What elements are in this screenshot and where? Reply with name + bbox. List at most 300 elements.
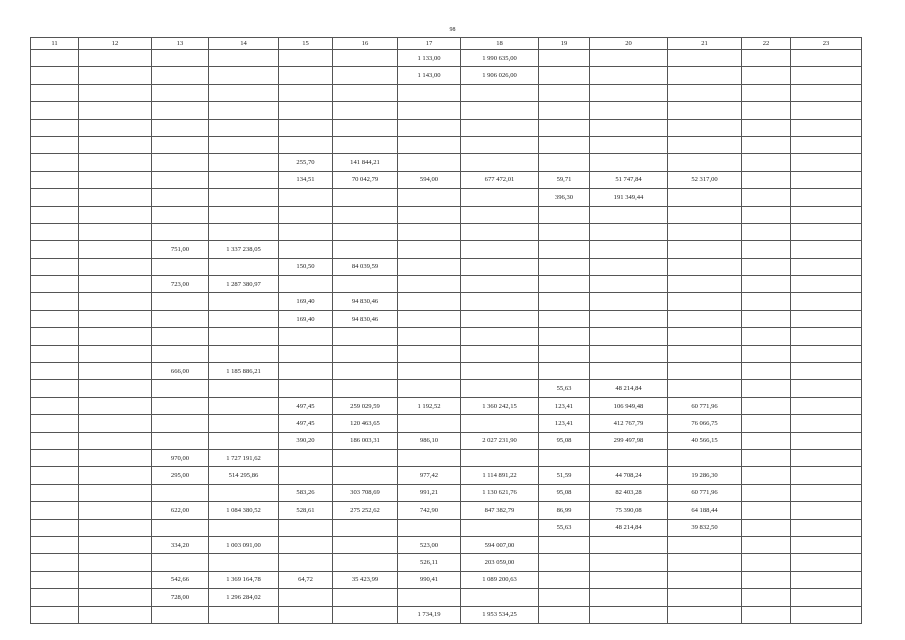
- table-cell: [791, 241, 862, 258]
- table-cell: [791, 189, 862, 206]
- table-cell: [742, 467, 791, 484]
- column-header: 13: [152, 38, 209, 50]
- table-cell: [590, 241, 668, 258]
- table-cell: [152, 380, 209, 397]
- table-cell: [333, 189, 398, 206]
- table-cell: [79, 276, 152, 293]
- table-cell: [742, 119, 791, 136]
- column-header: 18: [461, 38, 539, 50]
- table-cell: [742, 589, 791, 606]
- table-cell: [791, 589, 862, 606]
- table-cell: [209, 293, 279, 310]
- table-cell: [279, 276, 333, 293]
- table-cell: [668, 102, 742, 119]
- table-cell: [742, 293, 791, 310]
- table-cell: [590, 293, 668, 310]
- table-cell: 970,00: [152, 449, 209, 466]
- table-cell: [668, 536, 742, 553]
- table-cell: [333, 119, 398, 136]
- table-row: [31, 276, 862, 293]
- table-cell: 986,10: [398, 432, 461, 449]
- table-cell: 59,71: [539, 171, 590, 188]
- table-cell: [279, 223, 333, 240]
- table-cell: [742, 363, 791, 380]
- table-cell: [791, 154, 862, 171]
- table-row: [31, 84, 862, 101]
- table-cell: [31, 345, 79, 362]
- table-cell: [668, 84, 742, 101]
- table-cell: [590, 223, 668, 240]
- table-cell: [742, 171, 791, 188]
- table-cell: 1 133,00: [398, 50, 461, 67]
- table-cell: [279, 102, 333, 119]
- table-cell: [333, 84, 398, 101]
- table-row: [31, 363, 862, 380]
- table-cell: [209, 171, 279, 188]
- table-cell: [79, 519, 152, 536]
- table-row: [31, 293, 862, 310]
- table-row: [31, 589, 862, 606]
- table-row: [31, 119, 862, 136]
- table-cell: [398, 363, 461, 380]
- table-cell: [79, 223, 152, 240]
- table-cell: [152, 554, 209, 571]
- table-cell: [79, 310, 152, 327]
- table-cell: [398, 310, 461, 327]
- table-cell: [539, 449, 590, 466]
- table-cell: [79, 571, 152, 588]
- table-cell: [398, 589, 461, 606]
- table-row: [31, 50, 862, 67]
- table-row: [31, 310, 862, 327]
- table-row: [31, 467, 862, 484]
- table-cell: [31, 449, 79, 466]
- table-cell: [398, 119, 461, 136]
- table-cell: [539, 50, 590, 67]
- table-cell: [668, 50, 742, 67]
- table-cell: [398, 380, 461, 397]
- table-cell: [79, 206, 152, 223]
- table-cell: [209, 432, 279, 449]
- table-row: [31, 571, 862, 588]
- table-cell: [791, 554, 862, 571]
- table-cell: [79, 171, 152, 188]
- table-cell: 497,45: [279, 415, 333, 432]
- table-cell: [79, 606, 152, 623]
- table-row: [31, 502, 862, 519]
- table-cell: [279, 189, 333, 206]
- table-cell: 95,08: [539, 432, 590, 449]
- table-row: [31, 171, 862, 188]
- table-cell: [31, 258, 79, 275]
- table-cell: [209, 258, 279, 275]
- table-cell: 594,00: [398, 171, 461, 188]
- table-cell: 303 708,69: [333, 484, 398, 501]
- table-cell: [742, 380, 791, 397]
- table-cell: 169,40: [279, 293, 333, 310]
- table-cell: [333, 380, 398, 397]
- table-cell: [742, 258, 791, 275]
- table-cell: [668, 136, 742, 153]
- table-cell: 594 007,00: [461, 536, 539, 553]
- table-cell: [209, 328, 279, 345]
- table-cell: [79, 415, 152, 432]
- table-cell: [209, 380, 279, 397]
- table-cell: [333, 206, 398, 223]
- table-cell: [461, 380, 539, 397]
- table-cell: [590, 136, 668, 153]
- table-cell: 666,00: [152, 363, 209, 380]
- table-cell: [539, 276, 590, 293]
- table-cell: [791, 206, 862, 223]
- table-cell: [590, 276, 668, 293]
- table-cell: [668, 571, 742, 588]
- table-cell: 134,51: [279, 171, 333, 188]
- table-cell: 169,40: [279, 310, 333, 327]
- table-cell: [31, 276, 79, 293]
- table-row: [31, 554, 862, 571]
- table-row: [31, 189, 862, 206]
- table-cell: [791, 397, 862, 414]
- table-cell: [791, 536, 862, 553]
- table-cell: [742, 449, 791, 466]
- table-cell: [590, 258, 668, 275]
- table-cell: [333, 328, 398, 345]
- table-cell: [539, 223, 590, 240]
- table-cell: [279, 554, 333, 571]
- table-cell: [539, 67, 590, 84]
- table-cell: [791, 345, 862, 362]
- table-cell: [461, 102, 539, 119]
- table-cell: [742, 136, 791, 153]
- table-cell: 514 295,86: [209, 467, 279, 484]
- table-row: [31, 380, 862, 397]
- table-cell: 396,30: [539, 189, 590, 206]
- table-cell: [79, 363, 152, 380]
- table-cell: [539, 606, 590, 623]
- table-cell: 1 906 026,00: [461, 67, 539, 84]
- table-cell: 48 214,84: [590, 519, 668, 536]
- table-cell: [590, 310, 668, 327]
- table-cell: [668, 258, 742, 275]
- table-cell: [461, 206, 539, 223]
- table-cell: [209, 136, 279, 153]
- table-cell: 528,61: [279, 502, 333, 519]
- table-cell: 390,20: [279, 432, 333, 449]
- table-cell: [279, 206, 333, 223]
- table-cell: [209, 84, 279, 101]
- table-cell: [461, 363, 539, 380]
- table-cell: [152, 136, 209, 153]
- column-header: 23: [791, 38, 862, 50]
- table-cell: [461, 223, 539, 240]
- table-cell: [539, 102, 590, 119]
- table-cell: [398, 206, 461, 223]
- table-cell: [590, 50, 668, 67]
- table-cell: [152, 50, 209, 67]
- table-cell: [79, 380, 152, 397]
- table-cell: [791, 119, 862, 136]
- table-cell: [79, 258, 152, 275]
- table-cell: 847 382,79: [461, 502, 539, 519]
- table-row: [31, 519, 862, 536]
- table-cell: [539, 571, 590, 588]
- table-cell: [152, 258, 209, 275]
- table-cell: [279, 136, 333, 153]
- table-cell: [79, 102, 152, 119]
- column-header: 12: [79, 38, 152, 50]
- table-cell: [279, 67, 333, 84]
- table-cell: 295,00: [152, 467, 209, 484]
- table-cell: [590, 345, 668, 362]
- table-cell: 64 188,44: [668, 502, 742, 519]
- table-cell: [461, 119, 539, 136]
- table-cell: [742, 102, 791, 119]
- table-cell: [79, 241, 152, 258]
- table-cell: 1 143,00: [398, 67, 461, 84]
- table-cell: [398, 276, 461, 293]
- table-cell: [79, 328, 152, 345]
- table-cell: [79, 554, 152, 571]
- table-cell: [333, 536, 398, 553]
- table-cell: [742, 223, 791, 240]
- table-cell: [742, 484, 791, 501]
- table-cell: [333, 50, 398, 67]
- table-cell: [590, 206, 668, 223]
- table-cell: [539, 345, 590, 362]
- table-cell: [333, 241, 398, 258]
- page-number: 98: [449, 27, 456, 33]
- table-cell: [398, 415, 461, 432]
- table-cell: [279, 50, 333, 67]
- table-cell: 82 403,28: [590, 484, 668, 501]
- table-cell: [279, 119, 333, 136]
- table-cell: [668, 449, 742, 466]
- table-cell: [152, 345, 209, 362]
- table-cell: [31, 223, 79, 240]
- table-cell: 1 369 164,78: [209, 571, 279, 588]
- table-cell: 94 830,46: [333, 293, 398, 310]
- table-cell: 141 844,21: [333, 154, 398, 171]
- table-cell: 1 296 284,02: [209, 589, 279, 606]
- table-cell: [590, 102, 668, 119]
- table-cell: [742, 606, 791, 623]
- table-cell: 19 286,30: [668, 467, 742, 484]
- table-cell: [31, 589, 79, 606]
- table-cell: [31, 154, 79, 171]
- table-cell: [333, 363, 398, 380]
- table-cell: [31, 502, 79, 519]
- table-cell: 991,21: [398, 484, 461, 501]
- table-cell: [79, 345, 152, 362]
- table-cell: [668, 223, 742, 240]
- table-cell: [461, 449, 539, 466]
- table-cell: [742, 241, 791, 258]
- table-cell: [209, 102, 279, 119]
- table-cell: 191 349,44: [590, 189, 668, 206]
- table-cell: [461, 241, 539, 258]
- column-header: 17: [398, 38, 461, 50]
- table-cell: [791, 67, 862, 84]
- table-cell: [668, 554, 742, 571]
- table-cell: 60 771,96: [668, 484, 742, 501]
- table-cell: 94 830,46: [333, 310, 398, 327]
- table-cell: [461, 136, 539, 153]
- table-cell: [742, 345, 791, 362]
- table-cell: [79, 449, 152, 466]
- table-cell: [398, 519, 461, 536]
- table-cell: [152, 328, 209, 345]
- table-cell: [398, 223, 461, 240]
- table-cell: [742, 84, 791, 101]
- table-cell: [668, 345, 742, 362]
- table-cell: [279, 449, 333, 466]
- table-cell: 259 029,59: [333, 397, 398, 414]
- column-header: 19: [539, 38, 590, 50]
- table-cell: 44 708,24: [590, 467, 668, 484]
- table-cell: [209, 519, 279, 536]
- table-cell: [791, 519, 862, 536]
- table-cell: [539, 293, 590, 310]
- table-cell: [31, 84, 79, 101]
- table-cell: [152, 67, 209, 84]
- table-cell: [333, 276, 398, 293]
- table-cell: [668, 67, 742, 84]
- table-cell: [539, 241, 590, 258]
- table-cell: [31, 67, 79, 84]
- table-cell: [79, 467, 152, 484]
- table-cell: [398, 258, 461, 275]
- table-row: [31, 397, 862, 414]
- table-cell: [31, 206, 79, 223]
- table-row: [31, 606, 862, 623]
- table-cell: [79, 136, 152, 153]
- table-cell: 1 360 242,15: [461, 397, 539, 414]
- table-cell: 75 390,08: [590, 502, 668, 519]
- table-cell: [742, 50, 791, 67]
- table-cell: 55,63: [539, 519, 590, 536]
- table-cell: [79, 119, 152, 136]
- table-cell: [209, 606, 279, 623]
- table-cell: [333, 589, 398, 606]
- table-cell: [31, 189, 79, 206]
- table-cell: [333, 606, 398, 623]
- table-cell: 1 990 635,00: [461, 50, 539, 67]
- table-cell: 40 566,15: [668, 432, 742, 449]
- table-cell: 990,41: [398, 571, 461, 588]
- table-cell: [209, 50, 279, 67]
- table-cell: [590, 589, 668, 606]
- table-cell: [209, 310, 279, 327]
- table-cell: [31, 102, 79, 119]
- table-cell: 728,00: [152, 589, 209, 606]
- table-cell: 1 192,52: [398, 397, 461, 414]
- table-cell: [461, 84, 539, 101]
- table-row: [31, 206, 862, 223]
- table-cell: [333, 345, 398, 362]
- table-cell: [590, 606, 668, 623]
- table-cell: [279, 345, 333, 362]
- table-cell: [461, 276, 539, 293]
- table-cell: [791, 328, 862, 345]
- table-cell: 1 953 534,25: [461, 606, 539, 623]
- table-cell: [668, 606, 742, 623]
- table-cell: [152, 519, 209, 536]
- table-cell: [152, 606, 209, 623]
- table-cell: [209, 397, 279, 414]
- table-cell: 1 084 380,52: [209, 502, 279, 519]
- table-cell: 677 472,01: [461, 171, 539, 188]
- table-cell: 1 003 091,00: [209, 536, 279, 553]
- table-cell: 412 767,79: [590, 415, 668, 432]
- table-cell: [152, 293, 209, 310]
- table-cell: [79, 293, 152, 310]
- table-cell: [79, 432, 152, 449]
- table-cell: [333, 554, 398, 571]
- table-cell: [791, 276, 862, 293]
- table-cell: 334,20: [152, 536, 209, 553]
- table-cell: [742, 571, 791, 588]
- table-cell: [742, 397, 791, 414]
- table-cell: [398, 154, 461, 171]
- table-cell: [31, 484, 79, 501]
- table-cell: [398, 345, 461, 362]
- table-cell: 723,00: [152, 276, 209, 293]
- table-cell: [742, 328, 791, 345]
- table-cell: [791, 50, 862, 67]
- table-cell: [791, 606, 862, 623]
- table-cell: 123,41: [539, 397, 590, 414]
- table-cell: [742, 554, 791, 571]
- table-cell: [791, 363, 862, 380]
- table-cell: [742, 154, 791, 171]
- table-cell: 1 337 238,05: [209, 241, 279, 258]
- table-cell: 86,99: [539, 502, 590, 519]
- table-cell: [668, 241, 742, 258]
- table-cell: [791, 502, 862, 519]
- table-row: [31, 136, 862, 153]
- table-cell: [152, 189, 209, 206]
- table-cell: [791, 380, 862, 397]
- table-cell: 1 727 191,62: [209, 449, 279, 466]
- table-cell: [79, 154, 152, 171]
- table-cell: [209, 67, 279, 84]
- table-cell: [590, 554, 668, 571]
- table-cell: [742, 536, 791, 553]
- table-row: [31, 67, 862, 84]
- table-cell: [31, 241, 79, 258]
- table-row: [31, 449, 862, 466]
- table-cell: [461, 189, 539, 206]
- table-cell: 1 114 891,22: [461, 467, 539, 484]
- table-row: [31, 536, 862, 553]
- table-cell: [742, 432, 791, 449]
- table-cell: [398, 84, 461, 101]
- table-cell: [279, 519, 333, 536]
- table-cell: [209, 189, 279, 206]
- table-cell: [742, 415, 791, 432]
- table-cell: [152, 119, 209, 136]
- table-cell: [791, 415, 862, 432]
- table-cell: [31, 467, 79, 484]
- table-cell: [398, 189, 461, 206]
- table-cell: [791, 310, 862, 327]
- table-cell: 55,63: [539, 380, 590, 397]
- table-cell: [590, 571, 668, 588]
- table-cell: [79, 189, 152, 206]
- table-cell: [742, 502, 791, 519]
- table-cell: [79, 484, 152, 501]
